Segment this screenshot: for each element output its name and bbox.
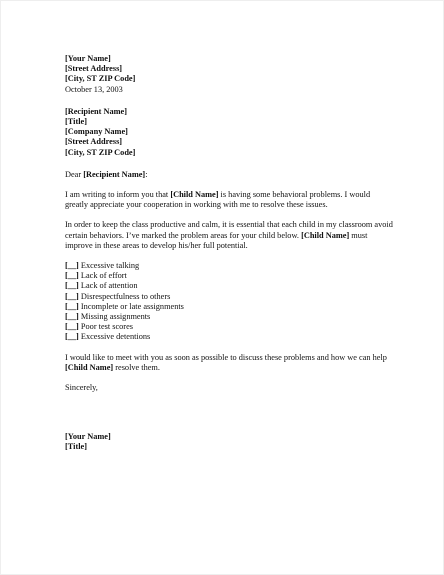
checkbox[interactable]: [__] [65,261,79,271]
recipient-block [65,107,395,158]
checklist-item [65,281,395,291]
checklist-item [65,292,395,302]
paragraph-meeting [65,353,395,373]
salutation-prefix: Dear [65,169,84,179]
paragraph-intro-text-1: I am writing to inform you that [65,190,171,200]
checklist-item-label: Lack of attention [80,281,138,291]
behavior-checklist [65,261,395,343]
checkbox[interactable]: [__] [65,301,79,311]
closing: Sincerely, [65,383,98,393]
checkbox[interactable]: [__] [65,291,79,301]
checklist-item [65,332,395,342]
checklist-item-label: Excessive talking [80,261,140,271]
signature-name[interactable]: [Your Name] [65,432,111,442]
checklist-item-label: Lack of effort [80,271,127,281]
paragraph-behaviors [65,220,395,251]
signature-block [65,432,395,452]
child-name-placeholder[interactable]: [Child Name] [65,362,114,372]
sender-city[interactable]: [City, ST ZIP Code] [65,74,136,84]
checkbox[interactable]: [__] [65,271,79,281]
paragraph-meeting-text-2: resolve them. [113,362,160,372]
checklist-item-label: Excessive detentions [80,332,151,342]
letter-date[interactable]: October 13, 2003 [65,84,123,94]
paragraph-intro-text-2: is having some behavioral problems. I would greatly appreciate your cooperation in working with me to resolve these issues. [65,190,371,210]
recipient-city[interactable]: [City, ST ZIP Code] [65,147,136,157]
sender-block [65,54,395,95]
salutation [65,170,395,180]
paragraph-behaviors-text-1: In order to keep the class productive and calm, it is essential that each child in my classroom avoid certain behaviors. I’ve marked the problem areas for your child below. [65,220,393,240]
checkbox[interactable]: [__] [65,322,79,332]
recipient-street[interactable]: [Street Address] [65,137,123,147]
sender-name[interactable]: [Your Name] [65,54,111,63]
child-name-placeholder[interactable]: [Child Name] [301,230,350,240]
checklist-item [65,322,395,332]
salutation-suffix: : [145,169,148,179]
recipient-title[interactable]: [Title] [65,117,87,127]
checklist-item [65,271,395,281]
paragraph-behaviors-text-2: must improve in these areas to develop his/her full potential. [65,230,368,250]
checklist-item [65,302,395,312]
checklist-item-label: Missing assignments [80,312,151,322]
checklist-item-label: Disrespectfulness to others [80,291,171,301]
checklist-item [65,261,395,271]
checkbox[interactable]: [__] [65,312,79,322]
checklist-item [65,312,395,322]
recipient-company[interactable]: [Company Name] [65,127,128,137]
checklist-item-label: Incomplete or late assignments [80,301,184,311]
paragraph-intro [65,190,395,210]
signature-title[interactable]: [Title] [65,442,87,452]
sender-street[interactable]: [Street Address] [65,64,123,74]
paragraph-meeting-text-1: I would like to meet with you as soon as possible to discuss these problems and how we can help [65,352,387,362]
checkbox[interactable]: [__] [65,281,79,291]
recipient-name[interactable]: [Recipient Name] [65,106,127,116]
letter-body [65,54,395,453]
salutation-recipient-name[interactable]: [Recipient Name] [83,169,146,179]
checkbox[interactable]: [__] [65,332,79,342]
child-name-placeholder[interactable]: [Child Name] [170,190,219,200]
checklist-item-label: Poor test scores [80,322,133,332]
